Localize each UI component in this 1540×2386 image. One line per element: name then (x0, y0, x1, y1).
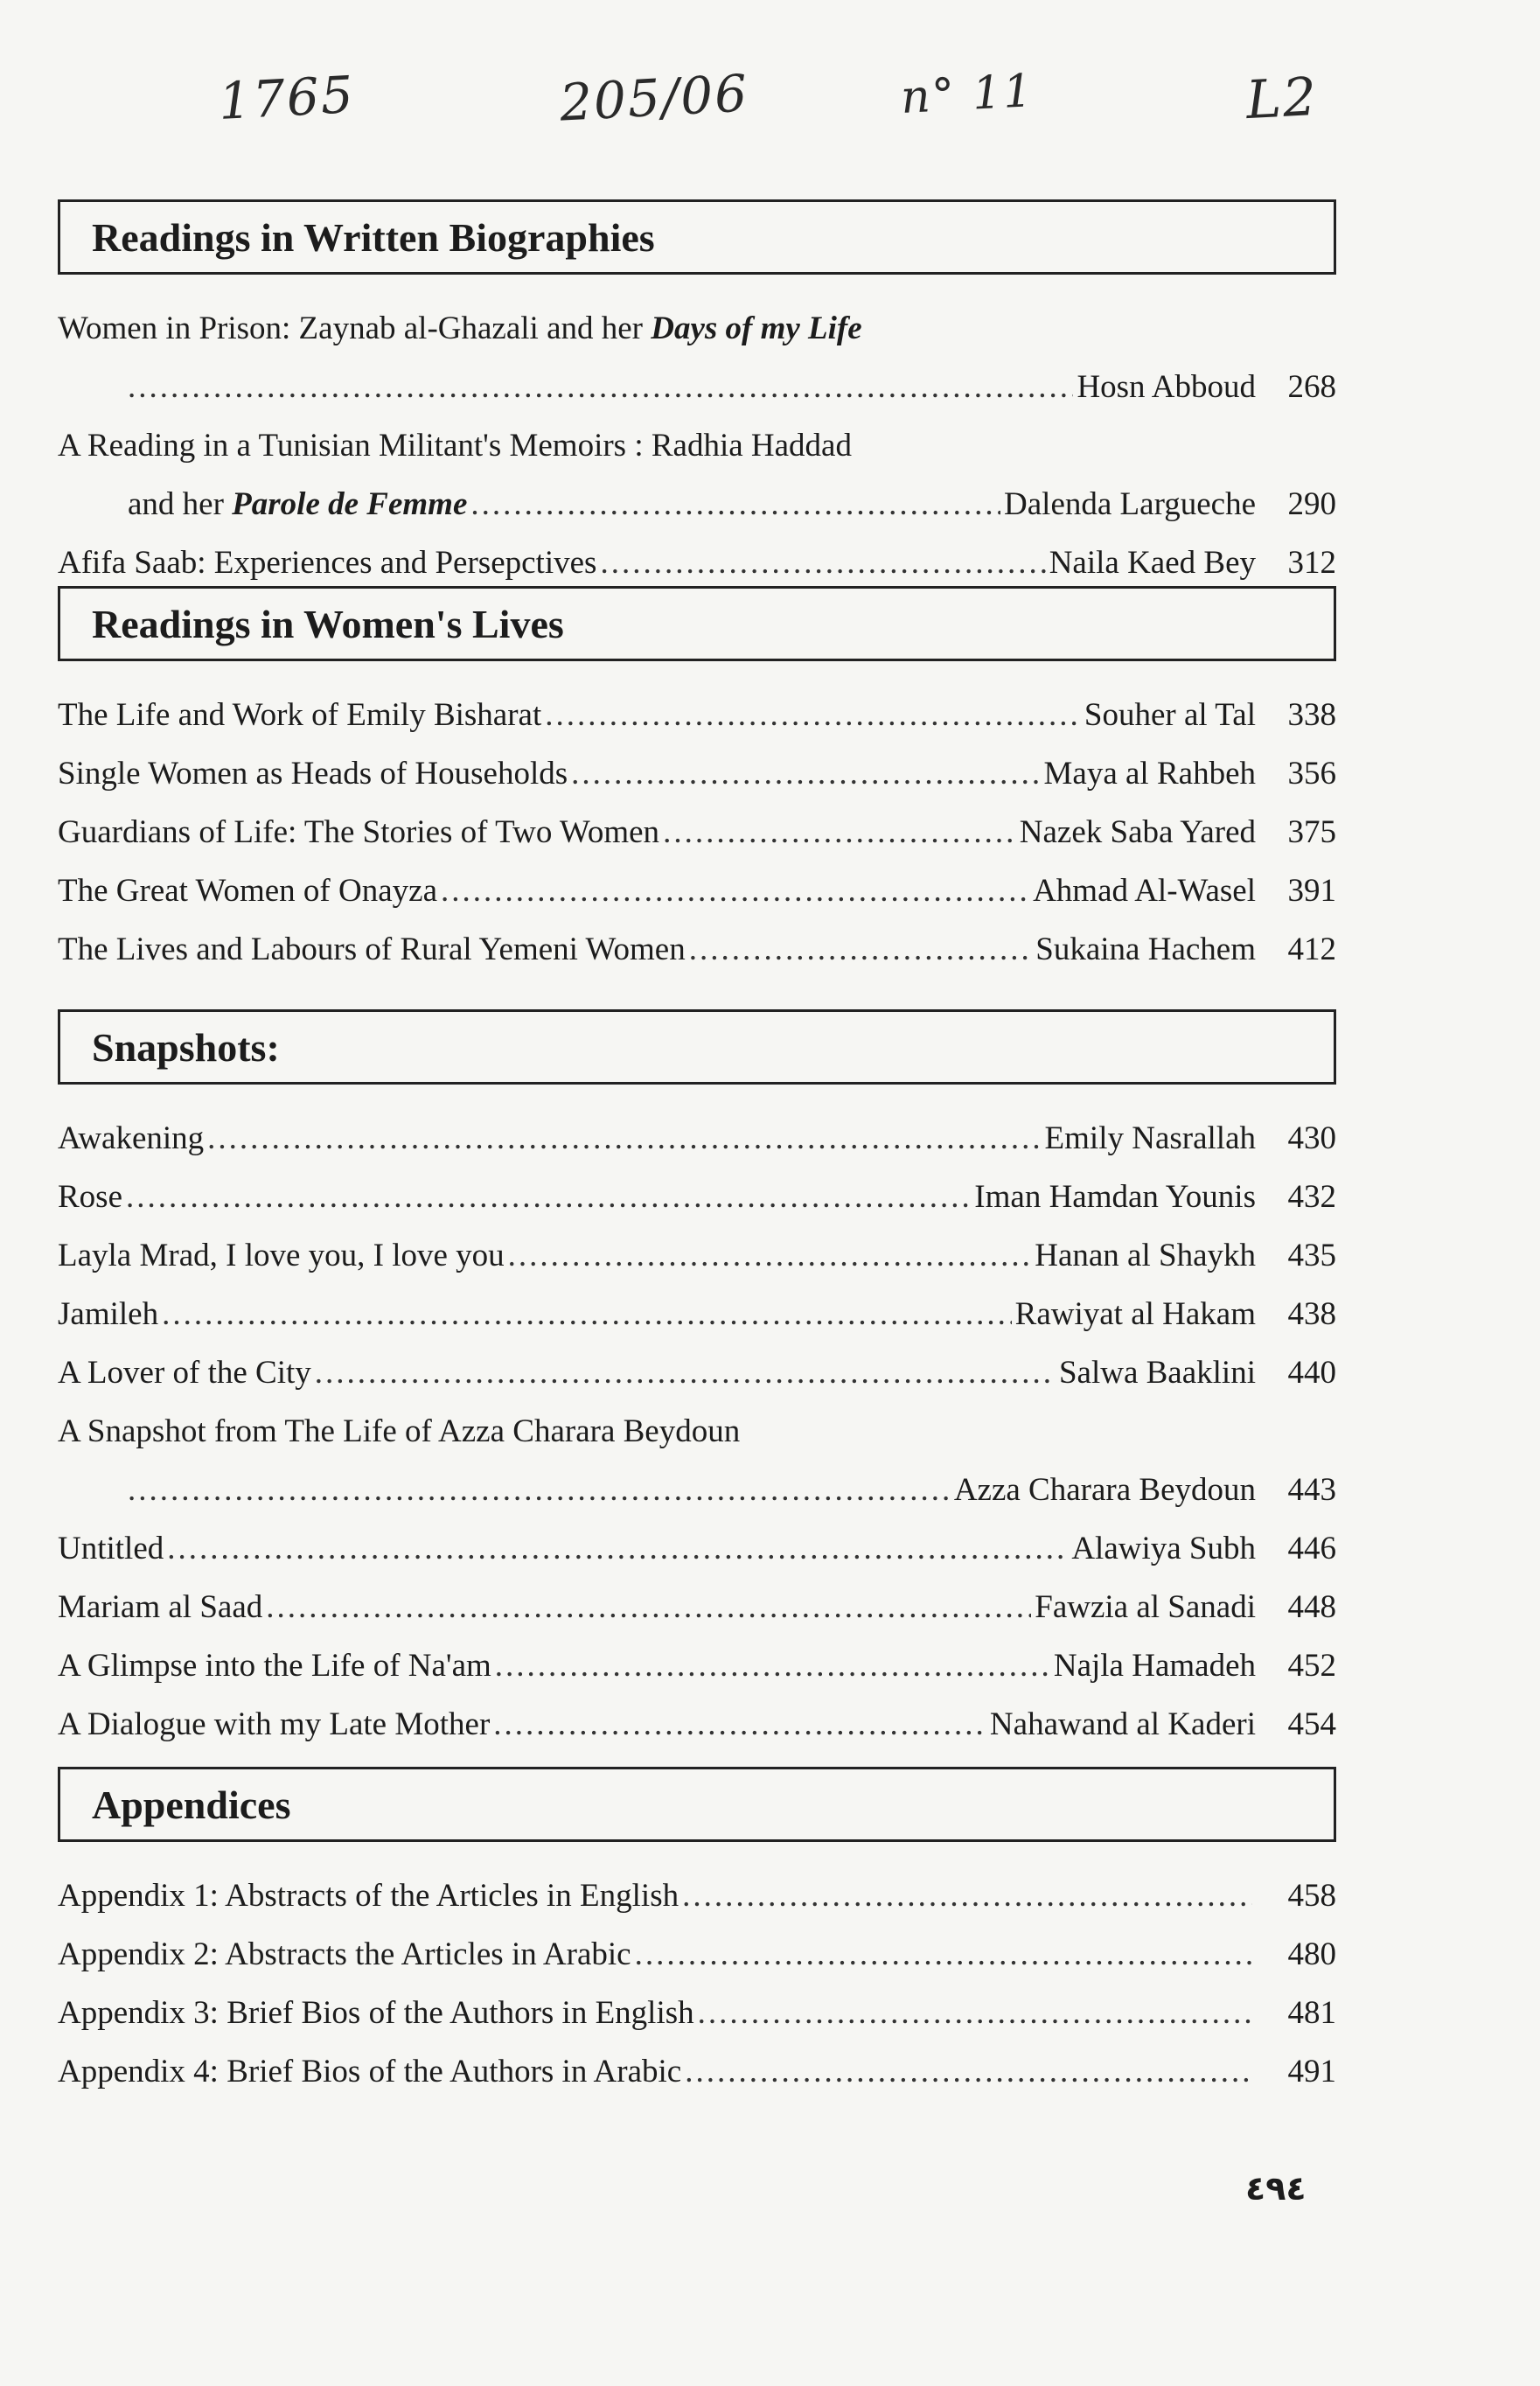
section-snapshots (58, 1009, 1336, 1754)
entry-page: 432 (1287, 1179, 1336, 1215)
entry-title: Mariam al Saad (58, 1589, 263, 1625)
toc-entry (58, 534, 1336, 592)
entry-title: Untitled (58, 1531, 164, 1566)
toc-entry (58, 744, 1336, 803)
leader-dots (128, 1461, 951, 1519)
entry-title-cont: and her (128, 486, 233, 522)
entry-page: 491 (1287, 2054, 1336, 2089)
entry-line (58, 1461, 1336, 1519)
entry-title: Appendix 1: Abstracts of the Articles in English (58, 1878, 679, 1914)
entry-page: 443 (1287, 1472, 1336, 1508)
entry-title: Awakening (58, 1120, 205, 1156)
leader-dots (600, 534, 1045, 592)
section-heading-box (58, 1767, 1336, 1842)
entry-title: A Glimpse into the Life of Na'am (58, 1648, 491, 1684)
entry-title: The Great Women of Onayza (58, 873, 437, 909)
entry-page: 290 (1287, 486, 1336, 522)
leader-dots (508, 1226, 1032, 1285)
section-heading-box (58, 199, 1336, 275)
entry-title: Appendix 3: Brief Bios of the Authors in English (58, 1995, 694, 2031)
entry-page: 338 (1287, 697, 1336, 733)
entry-title: The Lives and Labours of Rural Yemeni Women (58, 931, 686, 967)
toc-entry (58, 1984, 1336, 2042)
entry-author: Emily Nasrallah (1044, 1120, 1256, 1156)
leader-dots (207, 1109, 1041, 1168)
handwritten-note: 1765 (217, 64, 357, 132)
toc-entry (58, 1519, 1336, 1578)
entry-title-line (58, 299, 1336, 358)
handwritten-note: L2 (1244, 66, 1320, 132)
entry-author: Fawzia al Sanadi (1035, 1589, 1256, 1625)
handwritten-note: n° 11 (899, 65, 1035, 124)
leader-dots (571, 744, 1040, 803)
section-appendices (58, 1767, 1336, 2101)
leader-dots (545, 686, 1081, 744)
entry-title: Women in Prison: Zaynab al-Ghazali and her (58, 310, 652, 346)
entry-author: Azza Charara Beydoun (953, 1472, 1256, 1508)
entry-title-line (58, 1402, 1336, 1461)
entry-title: Rose (58, 1179, 122, 1215)
toc-entry (58, 2042, 1336, 2101)
toc-entry (58, 416, 1336, 534)
leader-dots (635, 1925, 1252, 1984)
entry-author: Ahmad Al-Wasel (1033, 873, 1256, 909)
entry-line (58, 534, 1336, 592)
entry-title-line (58, 416, 1336, 475)
entry-page: 480 (1287, 1936, 1336, 1972)
entry-title: A Snapshot from The Life of Azza Charara Beydoun (58, 1413, 741, 1449)
entry-page: 448 (1287, 1589, 1336, 1625)
leader-dots (685, 2042, 1252, 2101)
entry-title: A Dialogue with my Late Mother (58, 1706, 491, 1742)
toc-entry (58, 1168, 1336, 1226)
entry-title: Layla Mrad, I love you, I love you (58, 1238, 505, 1273)
entry-author: Nahawand al Kaderi (989, 1706, 1256, 1742)
entry-title: Appendix 2: Abstracts the Articles in Arabic (58, 1936, 631, 1972)
entry-author: Maya al Rahbeh (1043, 756, 1256, 792)
entry-title: A Lover of the City (58, 1355, 311, 1391)
entry-page: 454 (1287, 1706, 1336, 1742)
leader-dots (128, 358, 1073, 416)
entry-page: 446 (1287, 1531, 1336, 1566)
leader-dots (167, 1519, 1068, 1578)
section-heading-box (58, 1009, 1336, 1085)
entry-title: Single Women as Heads of Households (58, 756, 568, 792)
leader-dots (315, 1343, 1056, 1402)
section-womens-lives (58, 586, 1336, 979)
entry-author: Iman Hamdan Younis (974, 1179, 1256, 1215)
entry-page: 430 (1287, 1120, 1336, 1156)
entry-list (58, 1866, 1336, 2101)
toc-entry (58, 1226, 1336, 1285)
leader-dots (470, 475, 1000, 534)
toc-entry (58, 686, 1336, 744)
entry-author: Hosn Abboud (1077, 369, 1256, 405)
section-title: Readings in Women's Lives (92, 601, 564, 646)
toc-entry (58, 1343, 1336, 1402)
toc-entry (58, 1285, 1336, 1343)
entry-author: Najla Hamadeh (1053, 1648, 1256, 1684)
entry-page: 312 (1287, 545, 1336, 581)
handwritten-note: 205/06 (558, 63, 750, 133)
section-title: Appendices (92, 1782, 291, 1827)
toc-entry (58, 299, 1336, 416)
toc-entry (58, 862, 1336, 920)
entry-title: Jamileh (58, 1296, 159, 1332)
entry-author: Alawiya Subh (1071, 1531, 1256, 1566)
toc-entry (58, 1866, 1336, 1925)
entry-author: Souher al Tal (1084, 697, 1256, 733)
leader-dots (266, 1578, 1031, 1636)
leader-dots (126, 1168, 971, 1226)
toc-entry (58, 1578, 1336, 1636)
entry-title: Appendix 4: Brief Bios of the Authors in Arabic (58, 2054, 682, 2089)
entry-list (58, 1109, 1336, 1754)
entry-title: A Reading in a Tunisian Militant's Memoirs : Radhia Haddad (58, 428, 852, 464)
section-title: Snapshots: (92, 1024, 280, 1070)
leader-dots (162, 1285, 1012, 1343)
entry-author: Sukaina Hachem (1035, 931, 1256, 967)
entry-title-emphasis: Parole de Femme (232, 486, 468, 522)
entry-page: 452 (1287, 1648, 1336, 1684)
leader-dots (495, 1636, 1050, 1695)
entry-page: 438 (1287, 1296, 1336, 1332)
entry-page: 375 (1287, 814, 1336, 850)
entry-page: 435 (1287, 1238, 1336, 1273)
entry-title: Afifa Saab: Experiences and Persepctives (58, 545, 597, 581)
leader-dots (682, 1866, 1252, 1925)
entry-page: 458 (1287, 1878, 1336, 1914)
toc-entry (58, 1636, 1336, 1695)
toc-entry (58, 1695, 1336, 1754)
page-number: ٤٩٤ (1245, 2169, 1307, 2208)
leader-dots (689, 920, 1033, 979)
entry-author: Salwa Baaklini (1058, 1355, 1256, 1391)
leader-dots (698, 1984, 1252, 2042)
toc-entry (58, 920, 1336, 979)
entry-list (58, 686, 1336, 979)
toc-entry (58, 803, 1336, 862)
entry-author: Rawiyat al Hakam (1014, 1296, 1256, 1332)
section-heading-box (58, 586, 1336, 661)
leader-dots (663, 803, 1016, 862)
entry-page: 356 (1287, 756, 1336, 792)
entry-line (58, 475, 1336, 534)
section-written-biographies (58, 199, 1336, 592)
entry-title-emphasis: Days of my Life (651, 310, 862, 346)
entry-page: 268 (1287, 369, 1336, 405)
entry-title: The Life and Work of Emily Bisharat (58, 697, 542, 733)
entry-author: Hanan al Shaykh (1035, 1238, 1256, 1273)
entry-page: 412 (1287, 931, 1336, 967)
entry-title: Guardians of Life: The Stories of Two Women (58, 814, 660, 850)
entry-author: Dalenda Largueche (1004, 486, 1256, 522)
entry-page: 481 (1287, 1995, 1336, 2031)
toc-entry (58, 1109, 1336, 1168)
entry-page: 391 (1287, 873, 1336, 909)
toc-entry (58, 1402, 1336, 1519)
leader-dots (441, 862, 1029, 920)
entry-author: Nazek Saba Yared (1019, 814, 1256, 850)
entry-list (58, 299, 1336, 592)
entry-author: Naila Kaed Bey (1049, 545, 1256, 581)
toc-entry (58, 1925, 1336, 1984)
leader-dots (493, 1695, 986, 1754)
entry-page: 440 (1287, 1355, 1336, 1391)
section-title: Readings in Written Biographies (92, 214, 655, 260)
entry-line (58, 358, 1336, 416)
